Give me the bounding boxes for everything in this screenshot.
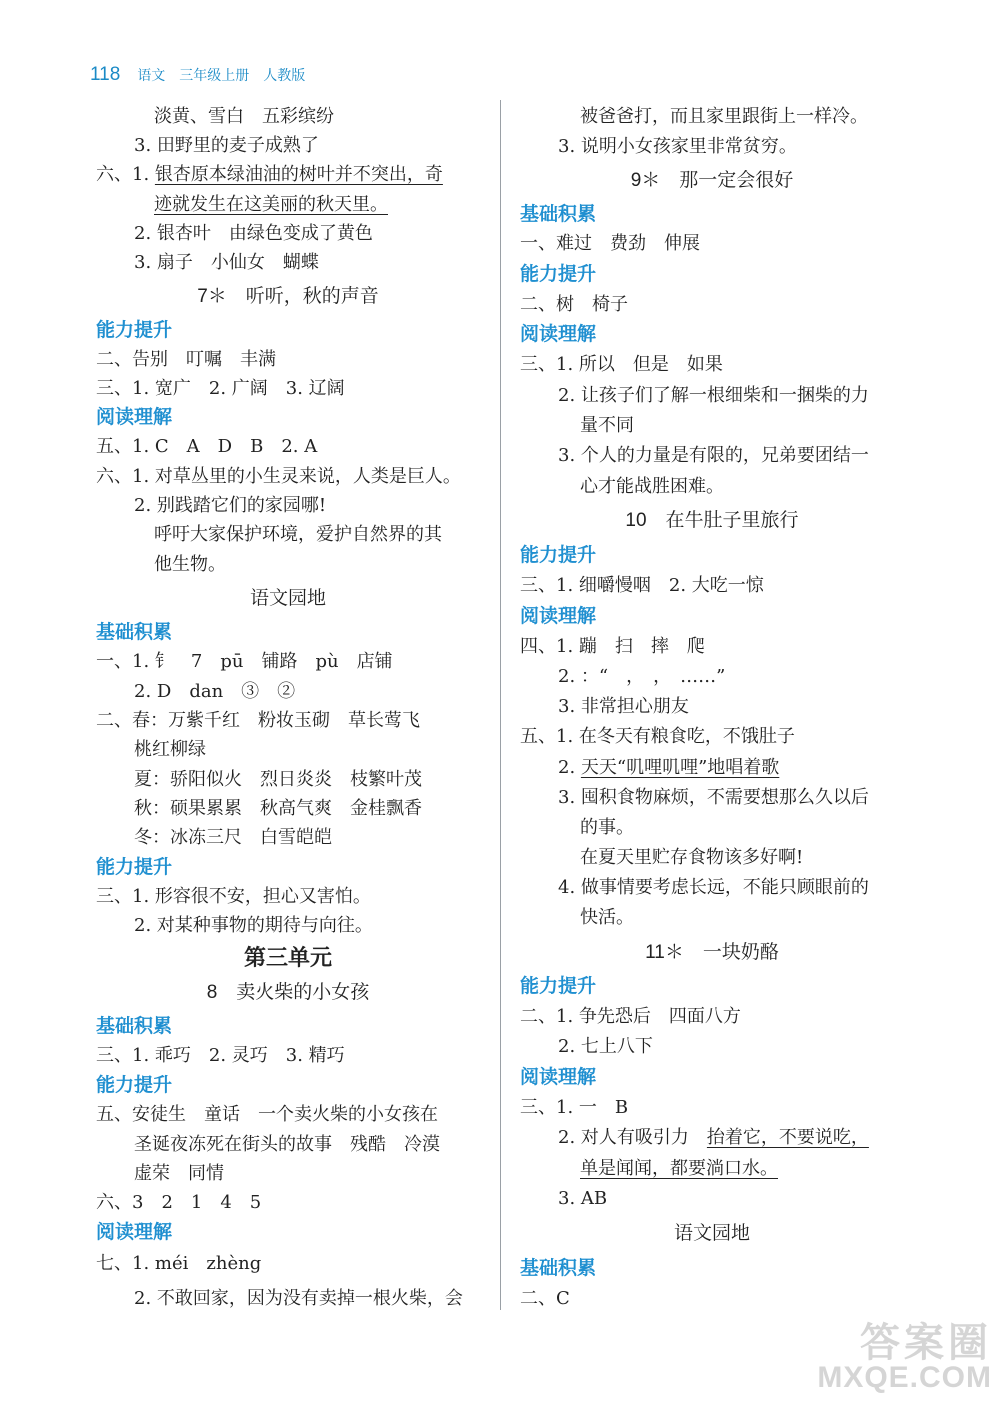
answer-line: 三、1. 细嚼慢咽 2. 大吃一惊 bbox=[520, 575, 764, 596]
answer-line: 心才能战胜困难。 bbox=[580, 476, 724, 497]
section-heading: 能力提升 bbox=[520, 976, 597, 997]
section-heading: 能力提升 bbox=[96, 320, 173, 341]
answer-line: 四、1. 蹦 扫 摔 爬 bbox=[520, 636, 705, 657]
watermark-logo-text: 答案圈 bbox=[860, 1321, 992, 1365]
answer-line: 一、1. 钅 7 pū 铺路 pù 店铺 bbox=[96, 651, 393, 672]
section-heading: 基础积累 bbox=[520, 204, 597, 225]
section-title: 语文园地 bbox=[673, 1223, 750, 1244]
answer-line: 2. 七上八下 bbox=[558, 1036, 653, 1057]
answer-line: 在夏天里贮存食物该多好啊! bbox=[580, 847, 804, 868]
answer-line: 3. 扇子 小仙女 蝴蝶 bbox=[134, 252, 319, 273]
answer-line: 2. 天天“叽哩叽哩”地唱着歌 bbox=[558, 757, 780, 778]
answer-line: 呼吁大家保护环境，爱护自然界的其 bbox=[154, 524, 442, 545]
answer-line: 二、告别 叮嘱 丰满 bbox=[96, 349, 276, 370]
lesson-title: 10 在牛肚子里旅行 bbox=[625, 510, 799, 531]
answer-line: 五、1. C A D B 2. A bbox=[96, 436, 318, 457]
answer-line: 圣诞夜冻死在街头的故事 残酷 冷漠 bbox=[134, 1134, 440, 1155]
section-heading: 阅读理解 bbox=[520, 1067, 597, 1088]
lesson-title: 9＊ 那一定会很好 bbox=[630, 170, 794, 191]
answer-line: 五、安徒生 童话 一个卖火柴的小女孩在 bbox=[96, 1104, 438, 1125]
watermark bbox=[817, 1323, 992, 1393]
page-header bbox=[90, 64, 305, 86]
answer-line: 3. 囤积食物麻烦，不需要想那么久以后 bbox=[558, 787, 869, 808]
answer-line: 一、难过 费劲 伸展 bbox=[520, 233, 700, 254]
section-heading: 能力提升 bbox=[520, 545, 597, 566]
answer-line: 量不同 bbox=[580, 415, 634, 436]
answer-line: 他生物。 bbox=[154, 554, 226, 575]
section-heading: 阅读理解 bbox=[520, 606, 597, 627]
lesson-title: 7＊ 听听，秋的声音 bbox=[197, 286, 379, 307]
watermark-url: MXQE.COM bbox=[817, 1361, 992, 1394]
answer-line: 七、1. méi zhèng bbox=[96, 1253, 262, 1274]
section-heading: 能力提升 bbox=[96, 857, 173, 878]
section-heading: 阅读理解 bbox=[520, 324, 597, 345]
answer-line: 2. 银杏叶 由绿色变成了黄色 bbox=[134, 223, 373, 244]
answer-line: 桃红柳绿 bbox=[134, 739, 206, 760]
lesson-title: 11＊ 一块奶酪 bbox=[645, 942, 779, 963]
answer-line: 2. 对人有吸引力 抬着它，不要说吃， bbox=[558, 1127, 869, 1148]
answer-line: 虚荣 同情 bbox=[134, 1163, 224, 1184]
answer-line: 2. ：“ ， ， ……” bbox=[558, 666, 726, 687]
answer-line: 三、1. 一 B bbox=[520, 1097, 629, 1118]
answer-line: 六、3 2 1 4 5 bbox=[96, 1192, 262, 1213]
column-divider bbox=[500, 100, 501, 1310]
answer-line: 2. 让孩子们了解一根细柴和一捆柴的力 bbox=[558, 385, 869, 406]
answer-line: 3. 非常担心朋友 bbox=[558, 696, 689, 717]
answer-line: 六、1. 对草丛里的小生灵来说，人类是巨人。 bbox=[96, 466, 461, 487]
section-heading: 阅读理解 bbox=[96, 407, 173, 428]
answer-line: 3. 个人的力量是有限的，兄弟要团结一 bbox=[558, 445, 869, 466]
answer-line: 二、树 椅子 bbox=[520, 294, 628, 315]
answer-line: 冬：冰冻三尺 白雪皑皑 bbox=[134, 827, 332, 848]
section-heading: 阅读理解 bbox=[96, 1222, 173, 1243]
answer-line: 二、C bbox=[520, 1288, 570, 1309]
answer-line: 3. 田野里的麦子成熟了 bbox=[134, 135, 319, 156]
section-heading: 能力提升 bbox=[520, 264, 597, 285]
section-heading: 能力提升 bbox=[96, 1075, 173, 1096]
section-heading: 基础积累 bbox=[96, 1016, 173, 1037]
answer-line: 2. 不敢回家，因为没有卖掉一根火柴，会 bbox=[134, 1288, 463, 1309]
answer-line: 三、1. 形容很不安，担心又害怕。 bbox=[96, 886, 371, 907]
section-heading: 基础积累 bbox=[96, 622, 173, 643]
answer-line: 三、1. 所以 但是 如果 bbox=[520, 354, 723, 375]
answer-line: 迹就发生在这美丽的秋天里。 bbox=[154, 194, 388, 215]
answer-line: 被爸爸打，而且家里跟街上一样冷。 bbox=[580, 106, 868, 127]
section-title: 语文园地 bbox=[249, 588, 326, 609]
answer-line: 五、1. 在冬天有粮食吃，不饿肚子 bbox=[520, 726, 795, 747]
unit-title: 第三单元 bbox=[243, 945, 332, 970]
answer-line: 2. 对某种事物的期待与向往。 bbox=[134, 915, 373, 936]
answer-line: 淡黄、雪白 五彩缤纷 bbox=[154, 106, 334, 127]
answer-line: 4. 做事情要考虑长远，不能只顾眼前的 bbox=[558, 877, 869, 898]
answer-line: 三、1. 乖巧 2. 灵巧 3. 精巧 bbox=[96, 1045, 345, 1066]
book-info: 语文 三年级上册 人教版 bbox=[137, 67, 306, 83]
answer-line: 二、春：万紫千红 粉妆玉砌 草长莺飞 bbox=[96, 710, 420, 731]
answer-line: 3. AB bbox=[558, 1188, 608, 1209]
answer-line: 单是闻闻，都要淌口水。 bbox=[580, 1158, 778, 1179]
answer-line: 2. D dan ③ ② bbox=[134, 681, 296, 702]
answer-line: 二、1. 争先恐后 四面八方 bbox=[520, 1006, 741, 1027]
answer-line: 快活。 bbox=[580, 907, 634, 928]
answer-line: 夏：骄阳似火 烈日炎炎 枝繁叶茂 bbox=[134, 769, 422, 790]
section-heading: 基础积累 bbox=[520, 1258, 597, 1279]
page-number: 118 bbox=[90, 64, 121, 85]
answer-line: 2. 别践踏它们的家园哪! bbox=[134, 495, 327, 516]
lesson-title: 8 卖火柴的小女孩 bbox=[206, 982, 370, 1003]
answer-line: 的事。 bbox=[580, 817, 634, 838]
answer-line: 三、1. 宽广 2. 广阔 3. 辽阔 bbox=[96, 378, 345, 399]
answer-line: 3. 说明小女孩家里非常贫穷。 bbox=[558, 136, 797, 157]
answer-line: 六、1. 银杏原本绿油油的树叶并不突出，奇 bbox=[96, 164, 443, 185]
answer-line: 秋：硕果累累 秋高气爽 金桂飘香 bbox=[134, 798, 422, 819]
